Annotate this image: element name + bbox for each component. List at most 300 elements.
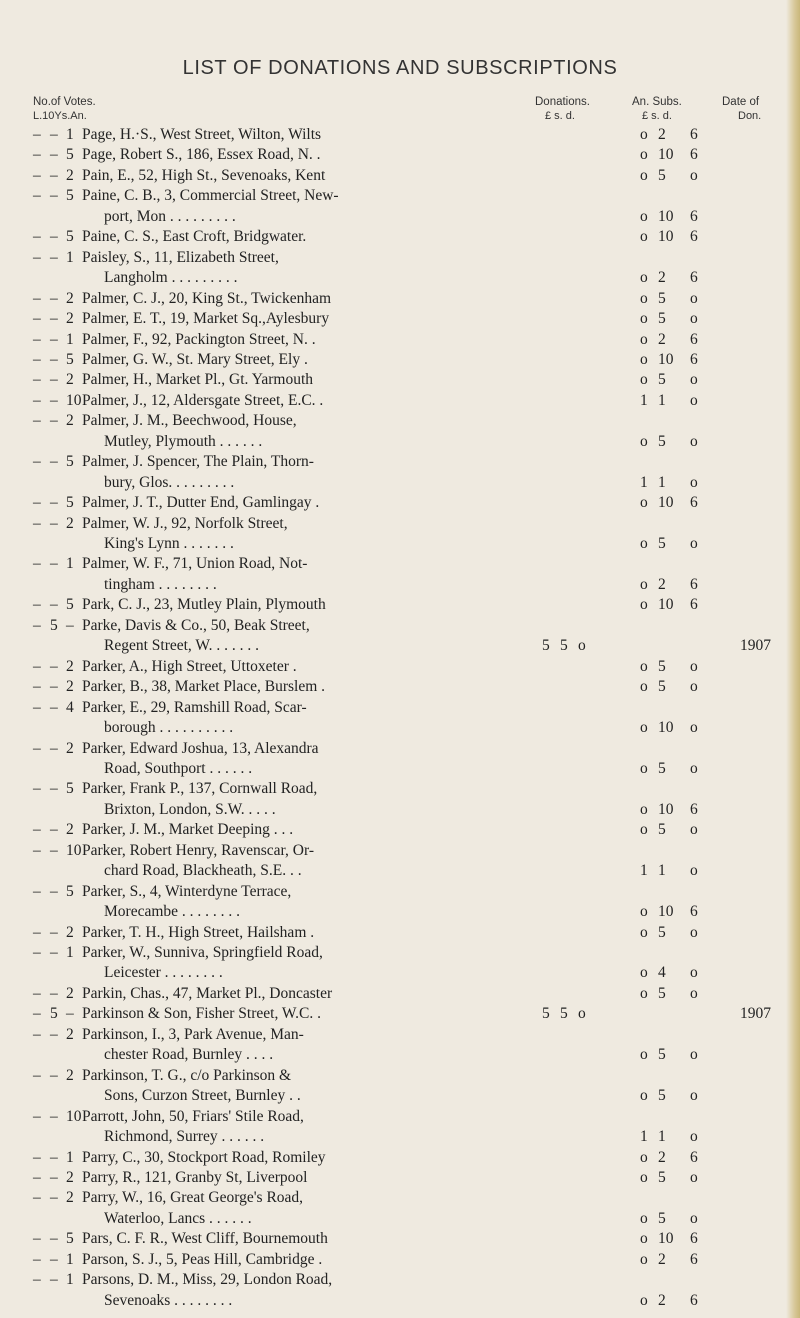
subscriber-address-cont: Morecambe . . . . . . . . [104,903,241,921]
subscription-shillings: 10 [658,207,674,225]
votes-ten-year: – [50,228,58,246]
subscription-shillings: 5 [658,1168,666,1186]
subscription-pence: o [690,432,698,450]
donation-shillings: 5 [560,1005,568,1023]
subscriber-address-cont: port, Mon . . . . . . . . . [104,207,236,225]
votes-annual: 5 [66,350,74,368]
votes-ten-year: – [50,555,58,573]
subscriber-name-address: Palmer, J. T., Dutter End, Gamlingay . [82,494,320,512]
subscriber-name-address: Palmer, J. M., Beechwood, House, [82,412,297,430]
subscription-pounds: o [640,678,648,696]
subscriber-address-cont: King's Lynn . . . . . . . [104,535,234,552]
subscriber-name-address: Palmer, G. W., St. Mary Street, Ely . [82,350,308,368]
entry-row [0,1168,800,1188]
entry-continuation-line [0,718,800,738]
subscription-pounds: o [640,535,648,552]
entry-row [0,882,800,902]
subscription-pence: 6 [690,800,698,818]
entry-row [0,1107,800,1127]
subscriber-name-address: Palmer, F., 92, Packington Street, N. . [82,330,316,348]
entry-row [0,1025,800,1045]
votes-annual: 2 [66,657,74,675]
votes-ten-year: – [50,780,58,798]
votes-ten-year: – [50,1107,58,1125]
votes-annual: 2 [66,371,74,389]
votes-ten-year: – [50,1148,58,1166]
subscription-pounds: o [640,575,648,593]
subscriber-name-address: Parson, S. J., 5, Peas Hill, Cambridge . [82,1250,323,1268]
subscriber-address-cont: Richmond, Surrey . . . . . . [104,1128,265,1146]
subscription-shillings: 5 [658,821,666,839]
subscription-shillings: 5 [658,535,666,552]
subscription-shillings: 10 [658,350,674,368]
subscription-pounds: o [640,371,648,389]
subscriber-name-address: Parker, S., 4, Winterdyne Terrace, [82,882,292,900]
votes-ten-year: – [50,657,58,675]
entry-continuation-line [0,432,800,452]
subscription-pounds: o [640,903,648,921]
subscriber-name-address: Parker, T. H., High Street, Hailsham . [82,923,315,941]
votes-annual: 5 [66,780,74,798]
subscriber-address-cont: tingham . . . . . . . . [104,575,217,593]
entry-row [0,289,800,309]
subscriber-address-cont: Langholm . . . . . . . . . [104,269,238,287]
subscription-shillings: 5 [658,923,666,941]
votes-ten-year: – [50,350,58,368]
votes-ten-year: – [50,126,58,143]
subscription-shillings: 5 [658,657,666,675]
subscription-pence: 6 [690,1250,698,1268]
entry-continuation-line [0,473,800,493]
subscription-pounds: o [640,330,648,348]
votes-annual: 2 [66,1168,74,1186]
entry-continuation-line [0,759,800,779]
subscriber-address-cont: chester Road, Burnley . . . . [104,1046,274,1064]
entry-row [0,1004,800,1024]
votes-annual: 1 [66,126,74,143]
subscriber-name-address: Parkinson, T. G., c/o Parkinson & [82,1066,292,1084]
subscription-pounds: o [640,310,648,328]
subscription-shillings: 1 [658,1128,666,1146]
votes-life: – [33,821,41,839]
subscription-shillings: 5 [658,1209,666,1227]
votes-ten-year: – [50,698,58,716]
entry-continuation-line [0,207,800,227]
subscription-pence: 6 [690,494,698,512]
votes-life: – [33,984,41,1002]
votes-annual: 2 [66,984,74,1002]
subscription-shillings: 5 [658,759,666,777]
subscription-pence: 6 [690,330,698,348]
votes-life: – [33,187,41,205]
votes-life: – [33,1250,41,1268]
votes-life: – [33,923,41,941]
votes-annual: 10 [66,391,82,409]
votes-annual: 1 [66,330,74,348]
subscription-shillings: 2 [658,1148,666,1166]
subscription-pence: o [690,964,698,982]
subscriber-name-address: Parrott, John, 50, Friars' Stile Road, [82,1107,304,1125]
entry-row [0,145,800,165]
votes-annual: 2 [66,1189,74,1207]
subscription-shillings: 5 [658,432,666,450]
votes-ten-year: – [50,453,58,471]
donation-pounds: 5 [542,1005,550,1023]
subscription-pence: o [690,759,698,777]
votes-ten-year: – [50,923,58,941]
votes-life: – [33,391,41,409]
subscription-pounds: o [640,1291,648,1309]
subscriber-name-address: Palmer, C. J., 20, King St., Twickenham [82,289,332,307]
votes-ten-year: – [50,166,58,184]
votes-life: – [33,371,41,389]
subscriber-name-address: Park, C. J., 23, Mutley Plain, Plymouth [82,596,326,614]
votes-ten-year: 5 [50,616,58,634]
votes-life: – [33,678,41,696]
subscription-pounds: o [640,146,648,164]
entry-row [0,493,800,513]
subscription-shillings: 2 [658,330,666,348]
votes-life: – [33,514,41,532]
votes-life: – [33,698,41,716]
entry-row [0,943,800,963]
votes-life: – [33,330,41,348]
subscriber-name-address: Parker, Frank P., 137, Cornwall Road, [82,780,318,798]
votes-life: – [33,453,41,471]
entry-row [0,1229,800,1249]
entry-continuation-line [0,1291,800,1311]
votes-life: – [33,350,41,368]
subscription-pounds: o [640,432,648,450]
votes-ten-year: – [50,1230,58,1248]
entry-row [0,514,800,534]
entry-continuation-line [0,1086,800,1106]
subscription-pence: 6 [690,207,698,225]
subscription-pounds: o [640,269,648,287]
entry-row [0,227,800,247]
subscription-pounds: o [640,207,648,225]
votes-annual: 5 [66,882,74,900]
subscription-shillings: 5 [658,678,666,696]
subscription-shillings: 10 [658,800,674,818]
entry-row [0,1250,800,1270]
votes-life: – [33,555,41,573]
entry-row [0,452,800,472]
votes-life: – [33,289,41,307]
subscription-pounds: o [640,800,648,818]
votes-ten-year: – [50,1025,58,1043]
entry-row [0,125,800,145]
votes-life: – [33,657,41,675]
entry-row [0,820,800,840]
subscriber-name-address: Palmer, J. Spencer, The Plain, Thorn- [82,453,314,471]
votes-ten-year: – [50,330,58,348]
donation-date: 1907 [740,637,771,655]
subscriber-name-address: Palmer, E. T., 19, Market Sq.,Aylesbury [82,310,330,328]
subscription-pence: o [690,923,698,941]
subscription-pounds: o [640,596,648,614]
subscription-pounds: o [640,1148,648,1166]
subscriber-address-cont: Mutley, Plymouth . . . . . . [104,432,263,450]
votes-annual: 10 [66,1107,82,1125]
subscription-pence: o [690,1046,698,1064]
votes-life: – [33,841,41,859]
entry-row [0,698,800,718]
votes-annual: 1 [66,1250,74,1268]
subscription-shillings: 5 [658,984,666,1002]
votes-life: – [33,1271,41,1289]
subscription-shillings: 1 [658,391,666,409]
subscription-shillings: 1 [658,862,666,880]
votes-ten-year: – [50,248,58,266]
subscription-pounds: o [640,964,648,982]
subscription-pounds: o [640,1087,648,1105]
votes-annual: 2 [66,166,74,184]
votes-life: – [33,248,41,266]
subscription-shillings: 1 [658,473,666,491]
subscription-shillings: 5 [658,371,666,389]
subscription-pence: o [690,371,698,389]
votes-ten-year: – [50,739,58,757]
votes-life: – [33,228,41,246]
votes-ten-year: – [50,944,58,961]
subscriber-name-address: Parsons, D. M., Miss, 29, London Road, [82,1271,333,1289]
entry-row [0,391,800,411]
votes-life: – [33,1230,41,1248]
subscription-pounds: 1 [640,391,648,409]
votes-annual: 5 [66,494,74,512]
votes-annual: – [66,616,74,634]
votes-ten-year: – [50,1271,58,1289]
votes-ten-year: – [50,1066,58,1084]
subscriber-name-address: Parry, W., 16, Great George's Road, [82,1189,304,1207]
votes-ten-year: 5 [50,1005,58,1023]
entry-continuation-line [0,800,800,820]
votes-annual: 1 [66,1148,74,1166]
annual-subs-units: £ s. d. [642,110,672,122]
votes-ten-year: – [50,310,58,328]
subscriber-name-address: Parker, A., High Street, Uttoxeter . [82,657,297,675]
date-subheader: Don. [738,110,762,122]
subscription-pounds: o [640,228,648,246]
entry-row [0,677,800,697]
votes-annual: 2 [66,821,74,839]
subscription-pence: 6 [690,269,698,287]
subscriber-address-cont: Leicester . . . . . . . . [104,964,223,982]
subscriber-address-cont: Sons, Curzon Street, Burnley . . [104,1087,301,1105]
subscriber-name-address: Parkinson & Son, Fisher Street, W.C. . [82,1005,321,1023]
subscription-pounds: o [640,126,648,143]
votes-annual: 5 [66,187,74,205]
votes-ten-year: – [50,882,58,900]
subscriber-address-cont: Sevenoaks . . . . . . . . [104,1291,233,1309]
subscriber-address-cont: bury, Glos. . . . . . . . . [104,473,235,491]
subscription-pence: 6 [690,1148,698,1166]
subscription-pence: o [690,166,698,184]
subscription-shillings: 10 [658,903,674,921]
votes-annual: 1 [66,1271,74,1289]
entry-row [0,1066,800,1086]
entry-row [0,595,800,615]
subscription-shillings: 5 [658,310,666,328]
votes-ten-year: – [50,596,58,614]
votes-subheader: L.10Ys.An. [33,110,87,122]
entry-row [0,1148,800,1168]
subscription-pounds: 1 [640,862,648,880]
votes-life: – [33,882,41,900]
date-header: Date of [722,96,760,108]
subscription-shillings: 10 [658,596,674,614]
votes-ten-year: – [50,1168,58,1186]
subscription-pence: 6 [690,350,698,368]
subscriber-name-address: Parker, Robert Henry, Ravenscar, Or- [82,841,315,859]
donation-pence: o [578,1005,586,1023]
votes-annual: 2 [66,1025,74,1043]
entry-continuation-line [0,636,800,656]
subscription-pounds: o [640,657,648,675]
subscription-pounds: o [640,1046,648,1064]
donation-date: 1907 [740,1005,771,1023]
subscription-pence: 6 [690,903,698,921]
votes-life: – [33,126,41,143]
subscriber-name-address: Palmer, H., Market Pl., Gt. Yarmouth [82,371,314,389]
subscription-pence: o [690,535,698,552]
entry-row [0,616,800,636]
votes-life: – [33,596,41,614]
subscription-pounds: o [640,923,648,941]
subscriber-name-address: Page, Robert S., 186, Essex Road, N. . [82,146,321,164]
votes-ten-year: – [50,1250,58,1268]
subscription-pounds: o [640,166,648,184]
entry-row [0,411,800,431]
subscriber-name-address: Parkinson, I., 3, Park Avenue, Man- [82,1025,304,1043]
votes-ten-year: – [50,289,58,307]
entry-row [0,330,800,350]
subscription-pounds: o [640,821,648,839]
subscription-pence: o [690,984,698,1002]
votes-life: – [33,146,41,164]
votes-ten-year: – [50,841,58,859]
votes-life: – [33,1107,41,1125]
entry-row [0,923,800,943]
subscription-shillings: 10 [658,494,674,512]
votes-annual: 2 [66,289,74,307]
subscription-pence: 6 [690,126,698,143]
subscription-pence: o [690,289,698,307]
votes-annual: 2 [66,310,74,328]
donation-pence: o [578,637,586,655]
entry-continuation-line [0,1209,800,1229]
subscription-pence: 6 [690,1230,698,1248]
subscriber-name-address: Pars, C. F. R., West Cliff, Bournemouth [82,1230,328,1248]
votes-ten-year: – [50,412,58,430]
subscription-pence: 6 [690,1291,698,1309]
votes-ten-year: – [50,821,58,839]
entry-continuation-line [0,1045,800,1065]
subscription-shillings: 5 [658,1046,666,1064]
entry-row [0,841,800,861]
votes-annual: 2 [66,412,74,430]
subscriber-name-address: Parker, E., 29, Ramshill Road, Scar- [82,698,307,716]
subscription-pence: o [690,862,698,880]
subscriber-name-address: Page, H.·S., West Street, Wilton, Wilts [82,126,322,143]
votes-annual: 1 [66,248,74,266]
votes-annual: 5 [66,596,74,614]
subscription-shillings: 2 [658,1291,666,1309]
subscriber-name-address: Paine, C. S., East Croft, Bridgwater. [82,228,307,246]
votes-ten-year: – [50,391,58,409]
entry-row [0,554,800,574]
subscription-pounds: o [640,1209,648,1227]
page-title: LIST OF DONATIONS AND SUBSCRIPTIONS [182,57,618,79]
subscription-pounds: o [640,289,648,307]
subscription-shillings: 2 [658,269,666,287]
subscriber-name-address: Parker, J. M., Market Deeping . . . [82,821,294,839]
subscription-shillings: 2 [658,126,666,143]
entry-continuation-line [0,861,800,881]
votes-annual: 5 [66,228,74,246]
subscriber-address-cont: Regent Street, W. . . . . . . [104,637,259,655]
votes-ten-year: – [50,187,58,205]
subscriber-name-address: Parker, B., 38, Market Place, Burslem . [82,678,326,696]
entry-row [0,739,800,759]
subscription-pounds: o [640,1230,648,1248]
subscription-pence: o [690,1087,698,1105]
votes-life: – [33,412,41,430]
votes-life: – [33,1005,41,1023]
subscription-pounds: o [640,350,648,368]
subscription-shillings: 4 [658,964,666,982]
votes-ten-year: – [50,984,58,1002]
subscriber-name-address: Palmer, W. J., 92, Norfolk Street, [82,514,288,532]
votes-life: – [33,616,41,634]
subscription-shillings: 10 [658,228,674,246]
votes-life: – [33,310,41,328]
entry-continuation-line [0,534,800,554]
donation-pounds: 5 [542,637,550,655]
subscriber-name-address: Parker, Edward Joshua, 13, Alexandra [82,739,319,757]
subscription-shillings: 5 [658,166,666,184]
entry-row [0,350,800,370]
subscriber-address-cont: borough . . . . . . . . . . [104,719,234,737]
votes-life: – [33,494,41,512]
subscriber-name-address: Palmer, W. F., 71, Union Road, Not- [82,555,308,573]
votes-annual: 2 [66,739,74,757]
votes-annual: 2 [66,678,74,696]
donations-header: Donations. [535,96,590,108]
subscription-pence: 6 [690,228,698,246]
subscription-pence: o [690,310,698,328]
subscription-pence: o [690,473,698,491]
subscriber-name-address: Paisley, S., 11, Elizabeth Street, [82,248,279,266]
subscription-pounds: o [640,984,648,1002]
votes-annual: 5 [66,146,74,164]
votes-life: – [33,1189,41,1207]
entry-row [0,248,800,268]
votes-annual: 2 [66,1066,74,1084]
donation-shillings: 5 [560,637,568,655]
subscriber-name-address: Paine, C. B., 3, Commercial Street, New- [82,187,339,205]
donations-units: £ s. d. [545,110,575,122]
entry-row [0,779,800,799]
votes-annual: 2 [66,514,74,532]
votes-life: – [33,1148,41,1166]
subscriber-address-cont: Waterloo, Lancs . . . . . . [104,1209,252,1227]
votes-life: – [33,1168,41,1186]
entry-row [0,186,800,206]
subscriber-address-cont: Road, Southport . . . . . . [104,759,253,777]
entry-row [0,166,800,186]
